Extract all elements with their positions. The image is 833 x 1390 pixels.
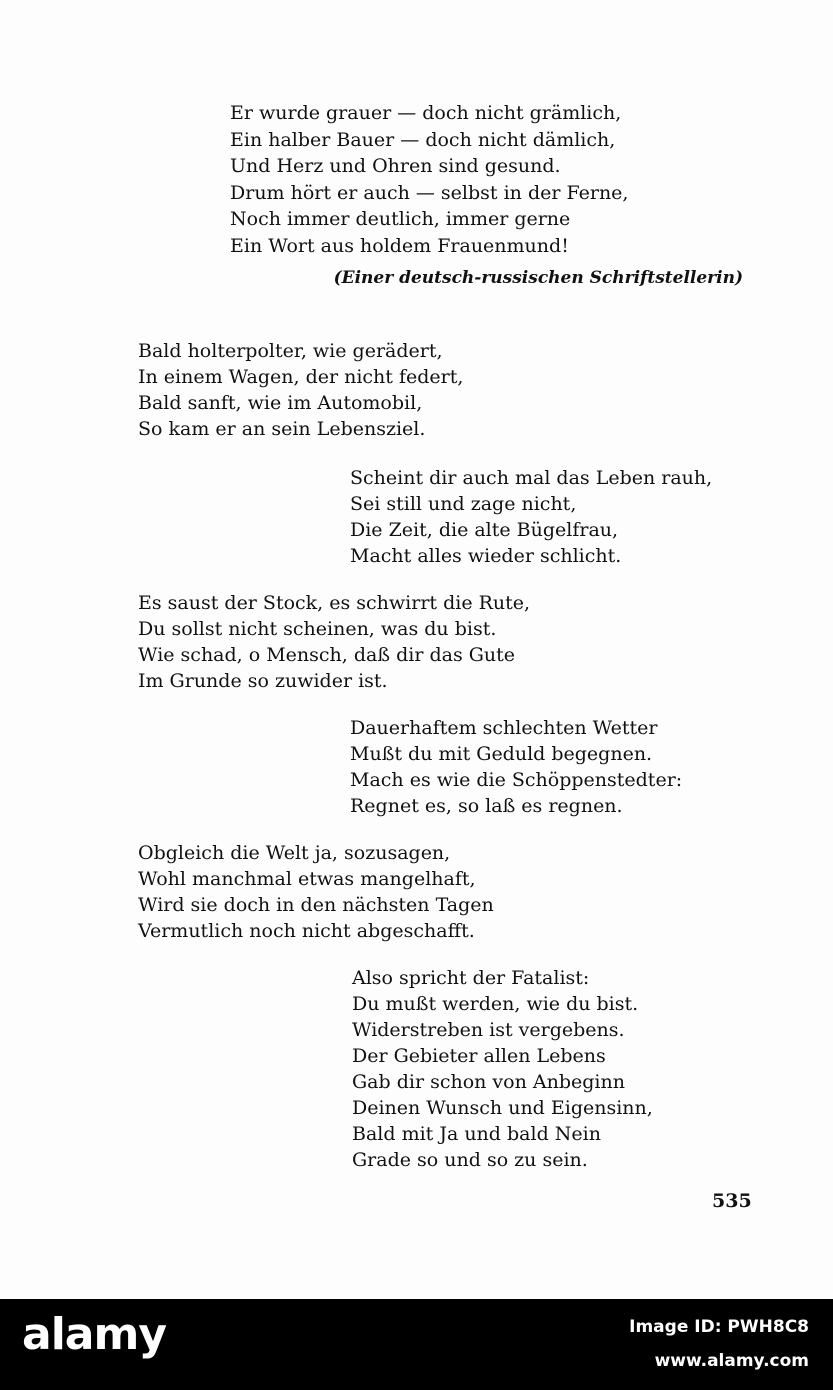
- poem-line: Wird sie doch in den nächsten Tagen: [138, 894, 494, 916]
- stanza-1: [230, 100, 628, 259]
- footer-logo: alamy: [22, 1309, 166, 1360]
- poem-line: Im Grunde so zuwider ist.: [138, 670, 388, 692]
- stanza-7: [352, 965, 653, 1173]
- poem-line: Bald mit Ja und bald Nein: [352, 1123, 601, 1145]
- footer-url: www.alamy.com: [654, 1351, 809, 1371]
- poem-line: Gab dir schon von Anbeginn: [352, 1071, 625, 1093]
- poem-line: Mußt du mit Geduld begegnen.: [350, 743, 653, 765]
- poem-line: Bald sanft, wie im Automobil,: [138, 392, 423, 414]
- watermark-footer: [0, 1299, 833, 1390]
- poem-line: Dauerhaftem schlechten Wetter: [350, 717, 658, 739]
- stanza-5: [350, 715, 682, 819]
- poem-line: Obgleich die Welt ja, sozusagen,: [138, 842, 451, 864]
- dedication: (Einer deutsch-russischen Schriftstellerin): [333, 268, 743, 288]
- poem-line: Wie schad, o Mensch, daß dir das Gute: [138, 644, 516, 666]
- poem-line: Der Gebieter allen Lebens: [352, 1045, 606, 1067]
- poem-line: Sei still und zage nicht,: [350, 493, 577, 515]
- footer-image-id: Image ID: PWH8C8: [629, 1317, 809, 1337]
- stanza-6: [138, 840, 494, 944]
- poem-line: Scheint dir auch mal das Leben rauh,: [350, 467, 713, 489]
- poem-line: Ein halber Bauer — doch nicht dämlich,: [230, 128, 616, 151]
- page-number: 535: [712, 1190, 752, 1212]
- poem-line: Er wurde grauer — doch nicht grämlich,: [230, 102, 622, 124]
- poem-line: Die Zeit, die alte Bügelfrau,: [350, 519, 619, 541]
- poem-line: Du mußt werden, wie du bist.: [352, 993, 639, 1015]
- poem-line: Noch immer deutlich, immer gerne: [230, 208, 571, 230]
- poem-line: Regnet es, so laß es regnen.: [350, 795, 623, 817]
- poem-line: So kam er an sein Lebensziel.: [138, 418, 426, 440]
- poem-line: In einem Wagen, der nicht federt,: [138, 366, 464, 388]
- poem-line: Und Herz und Ohren sind gesund.: [230, 155, 561, 177]
- poem-line: Wohl manchmal etwas mangelhaft,: [138, 868, 476, 890]
- poem-line: Drum hört er auch — selbst in der Ferne,: [230, 181, 629, 204]
- poem-line: Also spricht der Fatalist:: [352, 967, 590, 989]
- poem-line: Du sollst nicht scheinen, was du bist.: [138, 618, 497, 640]
- poem-line: Macht alles wieder schlicht.: [350, 545, 622, 567]
- poem-line: Ein Wort aus holdem Frauenmund!: [230, 234, 569, 257]
- poem-line: Widerstreben ist vergebens.: [352, 1019, 625, 1041]
- poem-line: Grade so und so zu sein.: [352, 1149, 588, 1171]
- stanza-4: [138, 590, 530, 694]
- poem-line: Mach es wie die Schöppenstedter:: [350, 769, 683, 791]
- stanza-2: [138, 338, 463, 442]
- poem-line: Bald holterpolter, wie gerädert,: [138, 340, 443, 362]
- poem-line: Deinen Wunsch und Eigensinn,: [352, 1097, 653, 1119]
- stanza-3: [350, 465, 712, 569]
- poem-line: Es saust der Stock, es schwirrt die Rute,: [138, 592, 531, 614]
- poem-line: Vermutlich noch nicht abgeschafft.: [138, 920, 475, 942]
